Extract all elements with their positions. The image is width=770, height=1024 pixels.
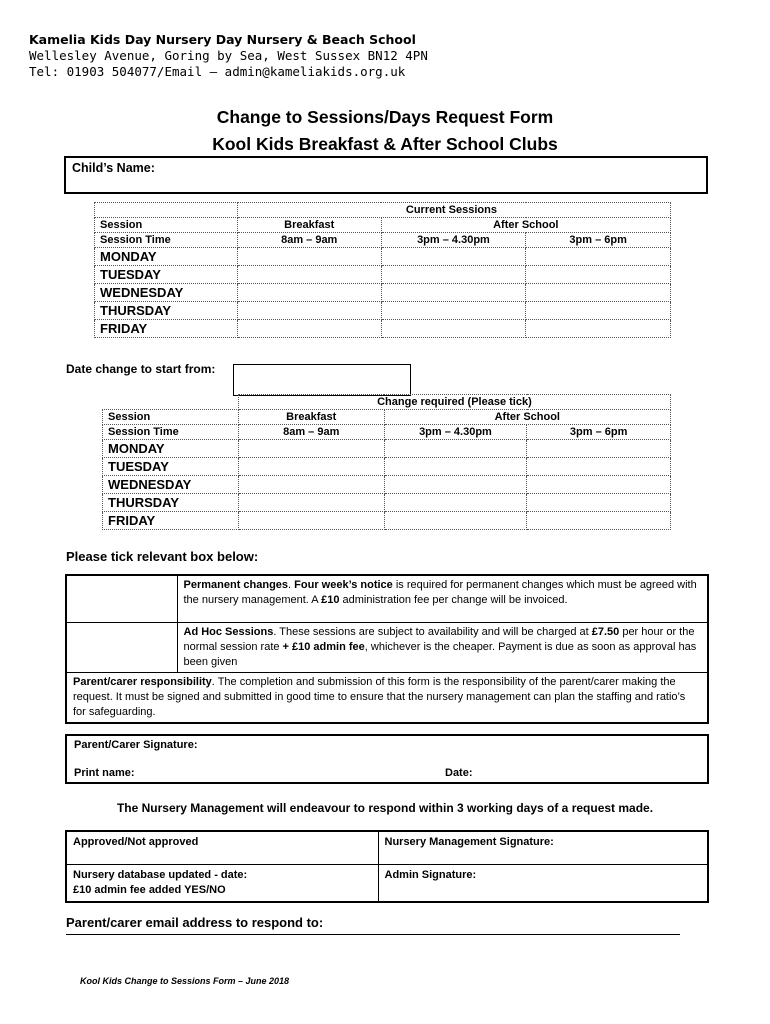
session-label: Session bbox=[103, 410, 239, 425]
time-breakfast: 8am – 9am bbox=[237, 233, 381, 248]
text: , whichever is the cheaper. Payment is due as soon as approval has been given bbox=[183, 641, 697, 668]
org-address: Wellesley Avenue, Goring by Sea, West Sussex BN12 4PN bbox=[29, 48, 428, 63]
after-school-header: After School bbox=[384, 410, 670, 425]
request-type-table bbox=[65, 574, 709, 724]
mgmt-signature-label: Nursery Management Signature: bbox=[384, 836, 554, 848]
day-friday: FRIDAY bbox=[103, 512, 239, 530]
table-row bbox=[95, 248, 671, 266]
cell[interactable] bbox=[237, 284, 381, 302]
cell[interactable] bbox=[381, 302, 526, 320]
letterhead bbox=[29, 32, 428, 80]
time-after-school-short: 3pm – 4.30pm bbox=[384, 425, 527, 440]
cell[interactable] bbox=[237, 248, 381, 266]
tick-cell[interactable] bbox=[384, 476, 527, 494]
admin-fee: + £10 admin fee bbox=[282, 641, 365, 653]
fee-amount: £10 bbox=[321, 594, 340, 606]
admin-signature-label: Admin Signature: bbox=[384, 869, 477, 881]
text: per hour or the normal session rate bbox=[183, 626, 695, 653]
form-title: Change to Sessions/Days Request Form bbox=[216, 107, 554, 127]
tick-cell[interactable] bbox=[527, 512, 671, 530]
time-breakfast: 8am – 9am bbox=[238, 425, 384, 440]
time-after-school-short: 3pm – 4.30pm bbox=[381, 233, 526, 248]
table-row bbox=[103, 512, 671, 530]
responsibility-text bbox=[66, 673, 708, 724]
day-thursday: THURSDAY bbox=[95, 302, 238, 320]
response-note: The Nursery Management will endeavour to respond within 3 working days of a request made. bbox=[116, 801, 654, 815]
fee-added-label: £10 admin fee added YES/NO bbox=[73, 884, 226, 896]
table-row bbox=[95, 302, 671, 320]
text: . The completion and submission of this form is the responsibility of the parent/carer making the request. It must be signed and submitted in good time to ensure that the nursery management can plan the staffing and ratio’s for safeguarding. bbox=[73, 676, 686, 718]
change-required-table bbox=[102, 394, 671, 530]
cell[interactable] bbox=[381, 248, 526, 266]
print-name-label: Print name: bbox=[74, 767, 135, 779]
cell[interactable] bbox=[381, 266, 526, 284]
cell[interactable] bbox=[381, 284, 526, 302]
db-updated-label: Nursery database updated - date: bbox=[73, 869, 248, 881]
permanent-text bbox=[177, 575, 708, 623]
day-monday: MONDAY bbox=[95, 248, 238, 266]
mgmt-signature-cell[interactable] bbox=[378, 831, 708, 865]
day-friday: FRIDAY bbox=[95, 320, 238, 338]
cell[interactable] bbox=[237, 302, 381, 320]
after-school-header: After School bbox=[381, 218, 670, 233]
date-change-field[interactable] bbox=[233, 364, 411, 396]
date-change-label: Date change to start from: bbox=[66, 362, 216, 376]
email-line[interactable] bbox=[66, 934, 680, 935]
session-time-label: Session Time bbox=[95, 233, 238, 248]
breakfast-header: Breakfast bbox=[237, 218, 381, 233]
org-name: Kamelia Kids Day Nursery Day Nursery & Beach School bbox=[29, 32, 416, 47]
table-row bbox=[95, 320, 671, 338]
tick-cell[interactable] bbox=[527, 440, 671, 458]
tick-cell[interactable] bbox=[527, 476, 671, 494]
tick-cell[interactable] bbox=[238, 476, 384, 494]
day-monday: MONDAY bbox=[103, 440, 239, 458]
tick-heading: Please tick relevant box below: bbox=[66, 549, 259, 564]
session-label: Session bbox=[95, 218, 238, 233]
day-thursday: THURSDAY bbox=[103, 494, 239, 512]
permanent-tick-box[interactable] bbox=[66, 575, 177, 623]
tick-cell[interactable] bbox=[384, 494, 527, 512]
cell[interactable] bbox=[237, 320, 381, 338]
tick-cell[interactable] bbox=[238, 512, 384, 530]
table-row bbox=[103, 476, 671, 494]
tick-cell[interactable] bbox=[527, 458, 671, 476]
cell[interactable] bbox=[381, 320, 526, 338]
date-label: Date: bbox=[445, 767, 473, 779]
responsibility-title: Parent/carer responsibility bbox=[73, 676, 212, 688]
table-row bbox=[95, 266, 671, 284]
child-name-label: Child’s Name: bbox=[72, 161, 155, 175]
adhoc-tick-box[interactable] bbox=[66, 623, 177, 673]
footer-text: Kool Kids Change to Sessions Form – June 2018 bbox=[80, 976, 290, 986]
text: . bbox=[288, 579, 295, 591]
time-after-school-long: 3pm – 6pm bbox=[527, 425, 671, 440]
tick-cell[interactable] bbox=[238, 494, 384, 512]
text: is required for permanent changes which must be agreed with the nursery management. A bbox=[183, 579, 697, 606]
approval-label: Approved/Not approved bbox=[73, 836, 199, 848]
adhoc-text bbox=[177, 623, 708, 673]
day-tuesday: TUESDAY bbox=[95, 266, 238, 284]
day-wednesday: WEDNESDAY bbox=[95, 284, 238, 302]
text: . These sessions are subject to availability and will be charged at bbox=[273, 626, 592, 638]
management-table bbox=[65, 830, 709, 903]
approval-cell[interactable] bbox=[66, 831, 378, 865]
table-row bbox=[103, 440, 671, 458]
hourly-rate: £7.50 bbox=[591, 626, 620, 638]
tick-cell[interactable] bbox=[527, 494, 671, 512]
tick-cell[interactable] bbox=[384, 440, 527, 458]
cell[interactable] bbox=[237, 266, 381, 284]
child-name-field[interactable] bbox=[64, 156, 708, 194]
notice-text: Four week’s notice bbox=[294, 579, 393, 591]
admin-signature-cell[interactable] bbox=[378, 865, 708, 903]
table-row bbox=[103, 458, 671, 476]
database-cell[interactable] bbox=[66, 865, 378, 903]
tick-cell[interactable] bbox=[384, 458, 527, 476]
form-subtitle: Kool Kids Breakfast & After School Clubs bbox=[212, 134, 558, 154]
cell[interactable] bbox=[526, 284, 671, 302]
table-row bbox=[103, 494, 671, 512]
text: administration fee per change will be invoiced. bbox=[339, 594, 568, 606]
change-required-caption: Change required (Please tick) bbox=[238, 395, 670, 410]
current-sessions-caption: Current Sessions bbox=[237, 203, 670, 218]
cell[interactable] bbox=[526, 302, 671, 320]
day-wednesday: WEDNESDAY bbox=[103, 476, 239, 494]
permanent-title: Permanent changes bbox=[183, 579, 289, 591]
tick-cell[interactable] bbox=[238, 440, 384, 458]
time-after-school-long: 3pm – 6pm bbox=[526, 233, 671, 248]
cell[interactable] bbox=[526, 248, 671, 266]
tick-cell[interactable] bbox=[384, 512, 527, 530]
session-time-label: Session Time bbox=[103, 425, 239, 440]
tick-cell[interactable] bbox=[238, 458, 384, 476]
day-tuesday: TUESDAY bbox=[103, 458, 239, 476]
breakfast-header: Breakfast bbox=[238, 410, 384, 425]
signature-box bbox=[65, 734, 709, 784]
adhoc-title: Ad Hoc Sessions bbox=[183, 626, 274, 638]
cell[interactable] bbox=[526, 320, 671, 338]
table-row bbox=[95, 284, 671, 302]
current-sessions-table bbox=[94, 202, 671, 338]
org-contact: Tel: 01903 504077/Email – admin@kameliakids.org.uk bbox=[29, 64, 406, 79]
email-label: Parent/carer email address to respond to: bbox=[66, 915, 324, 930]
signature-label: Parent/Carer Signature: bbox=[74, 739, 198, 751]
cell[interactable] bbox=[526, 266, 671, 284]
